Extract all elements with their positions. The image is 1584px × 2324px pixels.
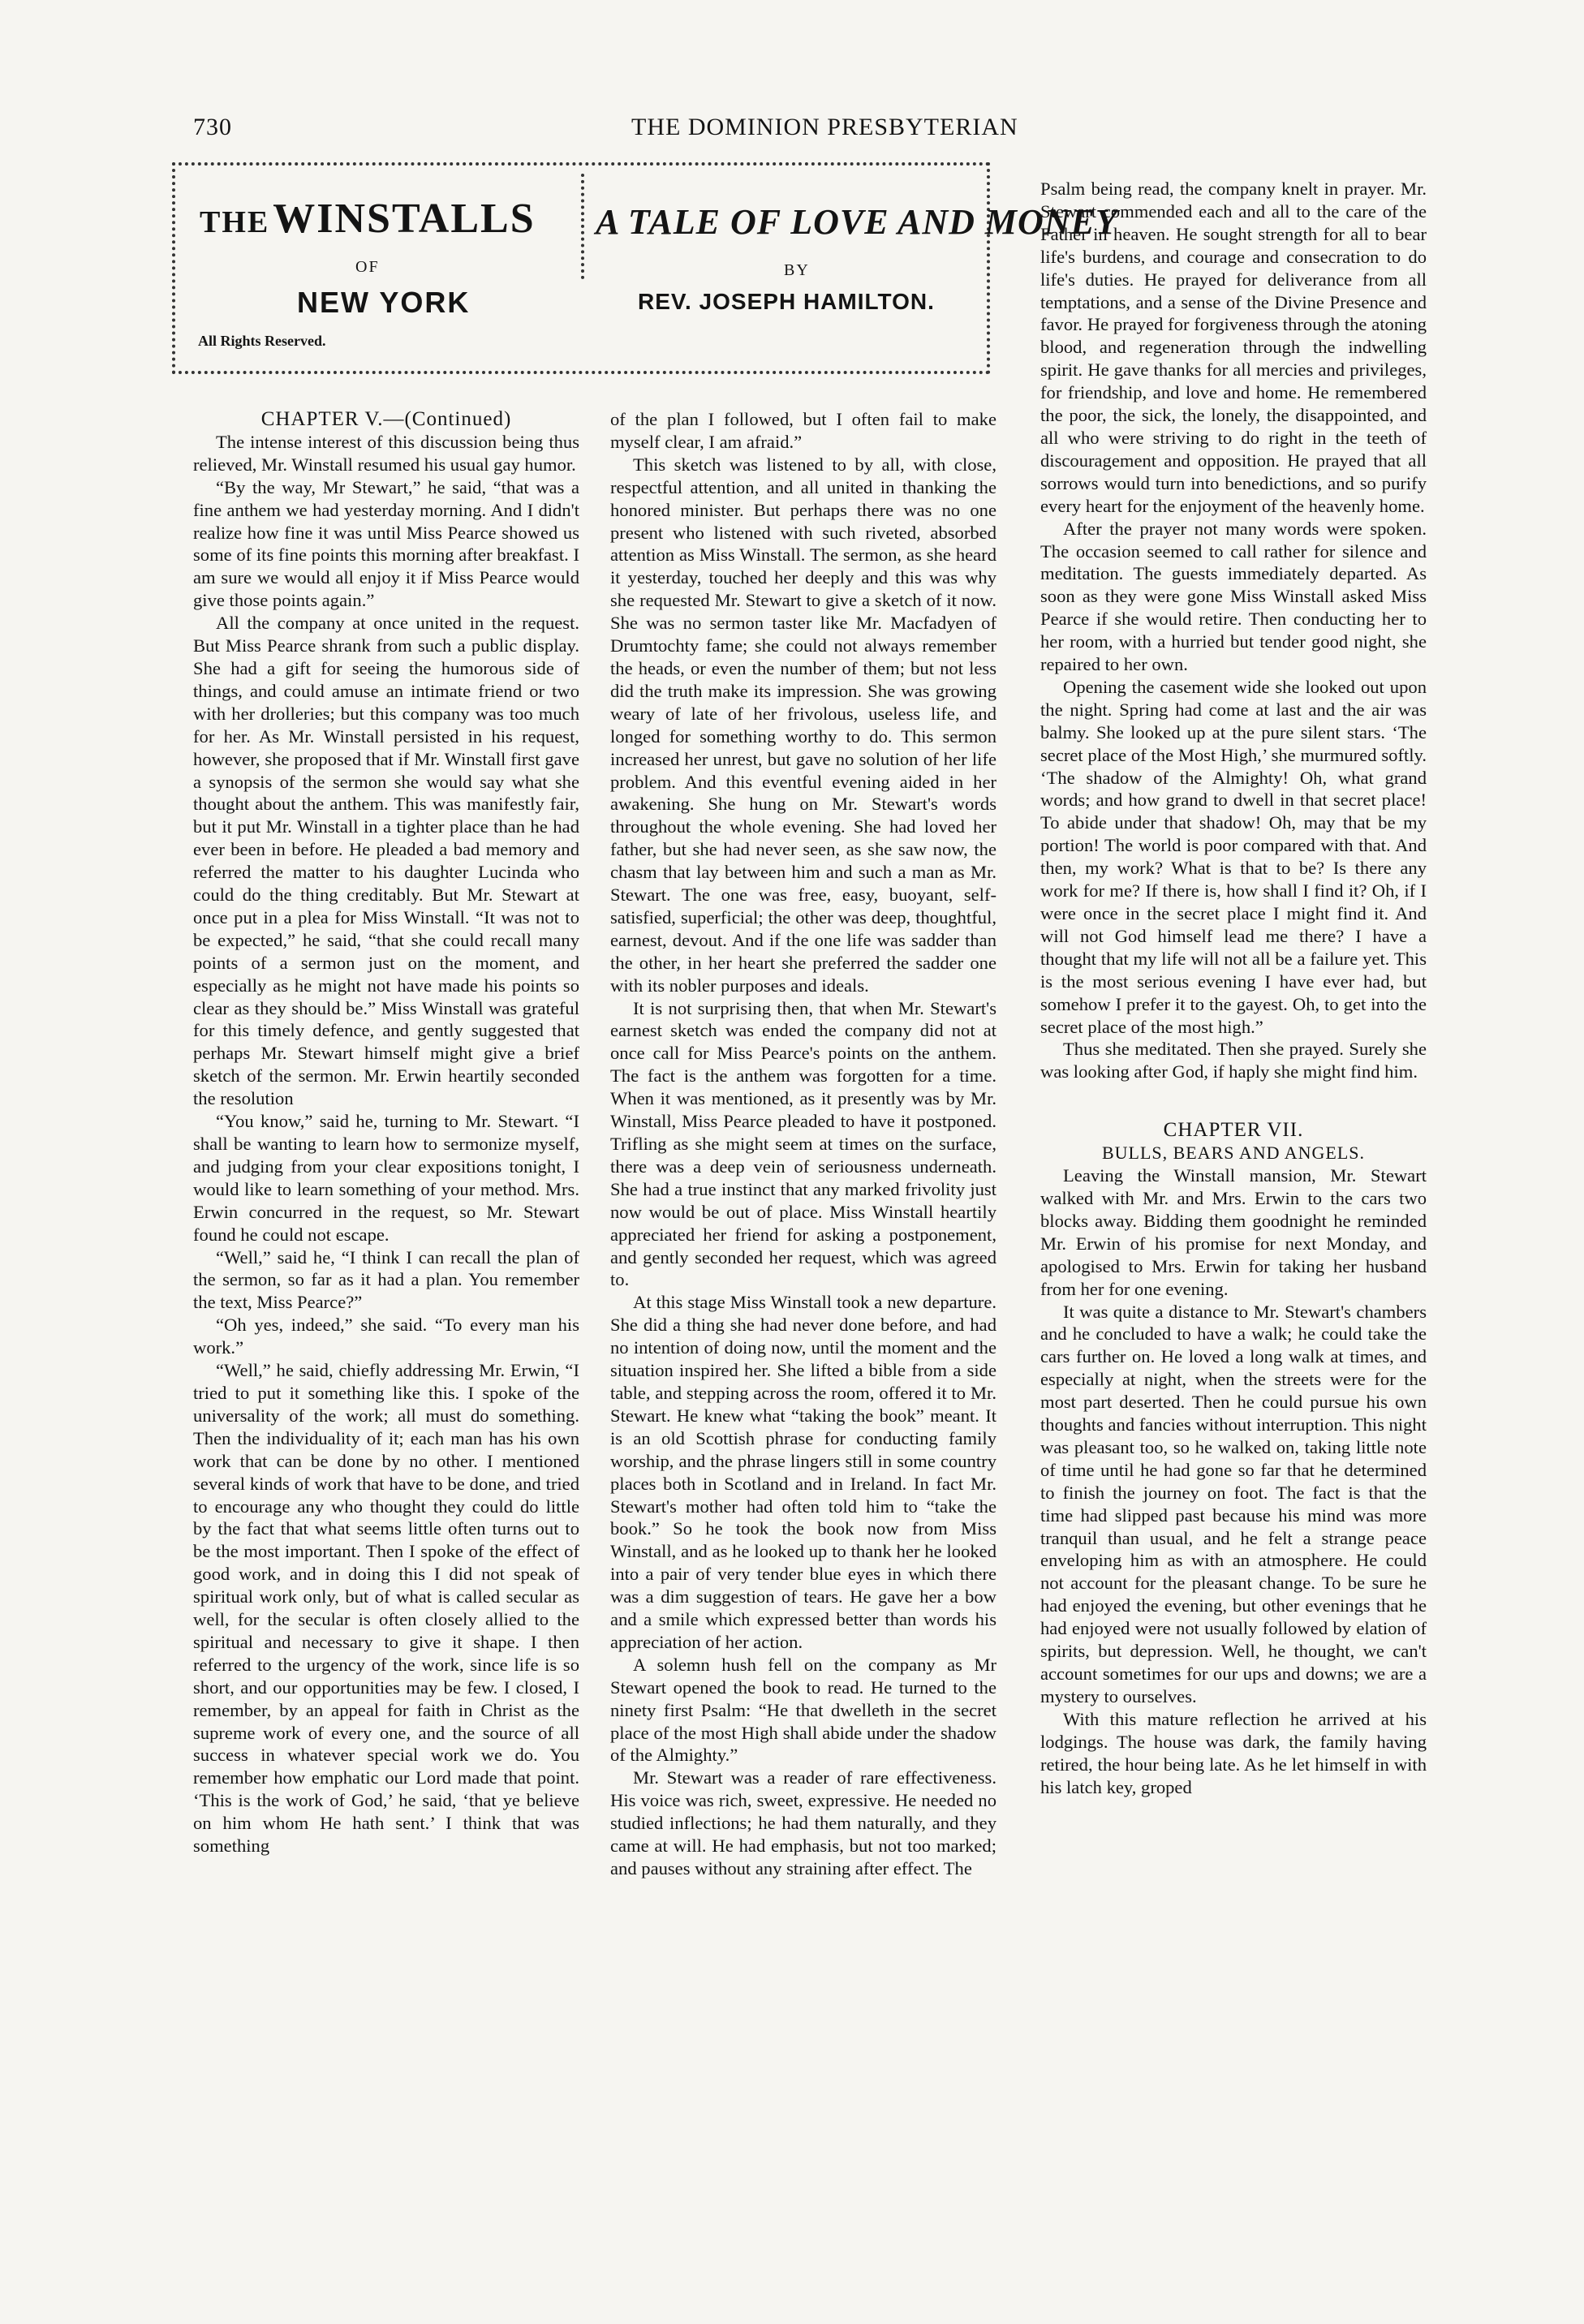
paragraph: “You know,” said he, turning to Mr. Stewart. “I shall be wanting to learn how to sermonize myself, and judging from your clear expositions tonight, I would like to learn something of your method. Mrs. Erwin concurred in the request, so Mr. Stewart found he could not escape. — [193, 1111, 579, 1245]
column-1 — [193, 408, 579, 1857]
column-3 — [1040, 178, 1427, 1798]
banner-top-border — [172, 162, 990, 166]
paragraph: Mr. Stewart was a reader of rare effectiveness. His voice was rich, sweet, expressive. He needed no studied inflections; he had them naturally, and they came at will. He had emphasis, but not too marked; and pauses without any straining after effect. The — [610, 1767, 996, 1879]
paragraph: Leaving the Winstall mansion, Mr. Stewart walked with Mr. and Mrs. Erwin to the cars two blocks away. Bidding them goodnight he reminded Mr. Erwin of his promise for next Monday, and apologised to Mrs. Erwin for taking her husband from her for one evening. — [1040, 1165, 1427, 1299]
paragraph: “Well,” said he, “I think I can recall the plan of the sermon, so far as it had a plan. You remember the text, Miss Pearce?” — [193, 1246, 579, 1313]
banner-divider — [581, 174, 584, 279]
chapter-heading: CHAPTER VII. — [1163, 1119, 1304, 1142]
title-main: WINSTALLS — [273, 196, 536, 242]
paragraph: After the prayer not many words were spoken. The occasion seemed to call rather for silence and meditation. The guests immediately departed. As soon as they were gone Miss Winstall asked Miss Pearce if she would retire. Then conducting her to her room, with a hurried but tender good night, she repaired to her own. — [1040, 518, 1427, 675]
tale-title: A TALE OF LOVE AND MONEY — [596, 202, 1118, 242]
subtitle-place: NEW YORK — [297, 286, 471, 319]
paragraph: It was quite a distance to Mr. Stewart's chambers and he concluded to have a walk; he could take the cars further on. He loved a long walk at times, and especially at night, when the streets were for the most part deserted. Then he could pursue his own thoughts and fancies without interruption. This night was pleasant too, so he walked on, taking little note of time until he had gone so far that he determined to finish the journey on foot. The fact is that the time had slipped past because his mind was more tranquil than usual, and he felt a strange peace enveloping him as with an atmosphere. He could not account for the pleasant change. To be sure he had enjoyed the evening, but other evenings that he had enjoyed were not usually followed by elation of spirits, but depression. Well, he thought, we can't account sometimes for our ups and downs; we are a mystery to ourselves. — [1040, 1301, 1427, 1706]
paragraph: At this stage Miss Winstall took a new departure. She did a thing she had never done before, and had no intention of doing now, until the moment and the situation inspired her. She lifted a bible from a side table, and stepping across the room, offered it to Mr. Stewart. He knew what “taking the book” meant. It is an old Scottish phrase for conducting family worship, and the phrase lingers still in some country places both in Scotland and in Ireland. In fact Mr. Stewart's mother had often told him to “take the book.” So he took the book now from Miss Winstall, and as he looked up to thank her he looked into a pair of very tender blue eyes in which there was a dim suggestion of tears. He gave her a bow and a smile which expressed better than words his appreciation of her action. — [610, 1292, 996, 1652]
column-2 — [610, 408, 996, 1880]
banner-left-border — [172, 162, 175, 374]
paragraph: Psalm being read, the company knelt in prayer. Mr. Stewart commended each and all to the care of the Father in heaven. He sought strength for all to bear life's burdens, and courage and consecration to do life's duties. He prayed for deliverance from all temptations, and a sense of the Divine Presence and favor. He prayed for forgiveness through the atoning blood, and regeneration through the indwelling spirit. He gave thanks for all mercies and privileges, for friendship, and love and home. He remembered the poor, the sick, the lonely, the disappointed, and all who were striving to do right in the teeth of discouragement and opposition. He prayed that all sorrows would turn into benedictions, and so purify every heart for the enjoyment of the heavenly home. — [1040, 179, 1427, 516]
by-label: BY — [784, 261, 810, 279]
paragraph: Opening the casement wide she looked out upon the night. Spring had come at last and the air was balmy. She looked up at the pure silent stars. ‘The secret place of the Most High,’ she murmured softly. ‘The shadow of the Almighty! Oh, what grand words; and how grand to dwell in that secret place! To abide under that shadow! Oh, may that be my portion! The world is poor compared with that. And then, my work? What is that to be? Is there any work for me? If there is, how shall I find it? Oh, if I were once in the secret place I might find it. And will not God himself lead me there? I have a thought that my life will not all be a failure yet. This is the most serious evening I have ever had, but somehow I prefer it to the gayest. Oh, to get into the secret place of the most high.” — [1040, 676, 1427, 1037]
paragraph: “Oh yes, indeed,” she said. “To every man his work.” — [193, 1315, 579, 1358]
rights-note: All Rights Reserved. — [198, 333, 326, 349]
of-label: OF — [355, 258, 380, 276]
paragraph: This sketch was listened to by all, with close, respectful attention, and all united in thanking the honored minister. But perhaps there was no one present who listened with such riveted, absorbed attention as Miss Winstall. The sermon, as she heard it yesterday, touched her deeply and this was why she requested Mr. Stewart to give a sketch of it now. She was no sermon taster like Mr. Macfadyen of Drumtochty fame; she could not always remember the heads, or even the number of them; but not less did the truth make its impression. She was growing weary of late of her frivolous, useless life, and longed for something worthy to do. This sermon increased her unrest, but gave no solution of her life problem. And this eventful evening aided in her awakening. She hung on Mr. Stewart's words throughout the whole evening. She had loved her father, but she had never seen, as she saw now, the chasm that lay between him and such a man as Mr. Stewart. The one was free, easy, buoyant, self-satisfied, superficial; the other was deep, thoughtful, earnest, devout. And if the one life was sadder than the other, in her heart she preferred the sadder one with its nobler purposes and ideals. — [610, 454, 996, 996]
title-prefix: THE — [200, 205, 270, 239]
author: REV. JOSEPH HAMILTON. — [638, 289, 935, 314]
banner-bottom-border — [172, 371, 990, 374]
paragraph: of the plan I followed, but I often fail to make myself clear, I am afraid.” — [610, 409, 996, 452]
paragraph: It is not surprising then, that when Mr. Stewart's earnest sketch was ended the company did not at once call for Miss Pearce's points on the anthem. The fact is the anthem was forgotten for a time. When it was mentioned, as it presently was by Mr. Winstall, Miss Pearce pleaded to have it postponed. Trifling as she might seem at times on the surface, there was a deep vein of seriousness underneath. She had a true instinct that any marked frivolity just now would be out of place. Miss Winstall heartily appreciated her friend for asking a postponement, and gently seconded her request, which was agreed to. — [610, 997, 996, 1290]
paragraph: “By the way, Mr Stewart,” he said, “that was a fine anthem we had yesterday morning. And I didn't realize how fine it was until Miss Pearce showed us some of its fine points this morning after breakfast. I am sure we would all enjoy it if Miss Pearce would give those points again.” — [193, 476, 579, 611]
paragraph: The intense interest of this discussion being thus relieved, Mr. Winstall resumed his usual gay humor. — [193, 431, 579, 475]
story-title — [200, 195, 536, 243]
paragraph: With this mature reflection he arrived at his lodgings. The house was dark, the family having retired, the hour being late. As he let himself in with his latch key, groped — [1040, 1708, 1427, 1797]
paragraph: Thus she meditated. Then she prayed. Surely she was looking after God, if haply she might find him. — [1040, 1039, 1427, 1082]
running-title: THE DOMINION PRESBYTERIAN — [631, 114, 1018, 140]
paragraph: A solemn hush fell on the company as Mr Stewart opened the book to read. He turned to the ninety first Psalm: “He that dwelleth in the secret place of the most High shall abide under the shadow of the Almighty.” — [610, 1654, 996, 1766]
paragraph: “Well,” he said, chiefly addressing Mr. Erwin, “I tried to put it something like this. I spoke of the universality of the work; all must do something. Then the individuality of it; each man has his own work that can be done by no other. I mentioned several kinds of work that have to be done, and tried to encourage any who thought they could do little by the fact that what seems little often turns out to be the most important. Then I spoke of the effect of good work, and in doing this I did not speak of spiritual work only, but of what is called secular as well, for the secular is often closely allied to the spiritual and necessary to give it shape. I then referred to the urgency of the work, since life is so short, and our opportunities may be few. I closed, I remember, by an appeal for faith in Christ as the supreme work of every one, and the source of all success in whatever special work we do. You remember how emphatic our Lord made that point. ‘This is the work of God,’ he said, ‘that ye believe on him whom He hath sent.’ I think that was something — [193, 1360, 579, 1857]
chapter-subtitle: BULLS, BEARS AND ANGELS. — [1101, 1143, 1366, 1164]
banner-right-border — [987, 162, 990, 374]
page-number: 730 — [193, 114, 232, 140]
paragraph: All the company at once united in the request. But Miss Pearce shrank from such a public display. She had a gift for seeing the humorous side of things, and could amuse an intimate friend or two with her drolleries; but this company was too much for her. As Mr. Winstall persisted in his request, however, she proposed that if Mr. Winstall first gave a synopsis of the sermon she would say what she thought about the anthem. This was manifestly fair, but it put Mr. Winstall in a tighter place than he had ever been in before. He pleaded a bad memory and referred the matter to his daughter Lucinda who could do the thing creditably. But Mr. Stewart at once put in a plea for Miss Winstall. “It was not to be expected,” he said, “that she could recall many points of a sermon just on the moment, and especially as he might not have made his points so clear as they should be.” Miss Winstall was grateful for this timely defence, and gently suggested that perhaps Mr. Stewart himself might give a brief sketch of the sermon. Mr. Erwin heartily seconded the resolution — [193, 613, 579, 1109]
chapter-heading: CHAPTER V.—(Continued) — [260, 408, 512, 430]
